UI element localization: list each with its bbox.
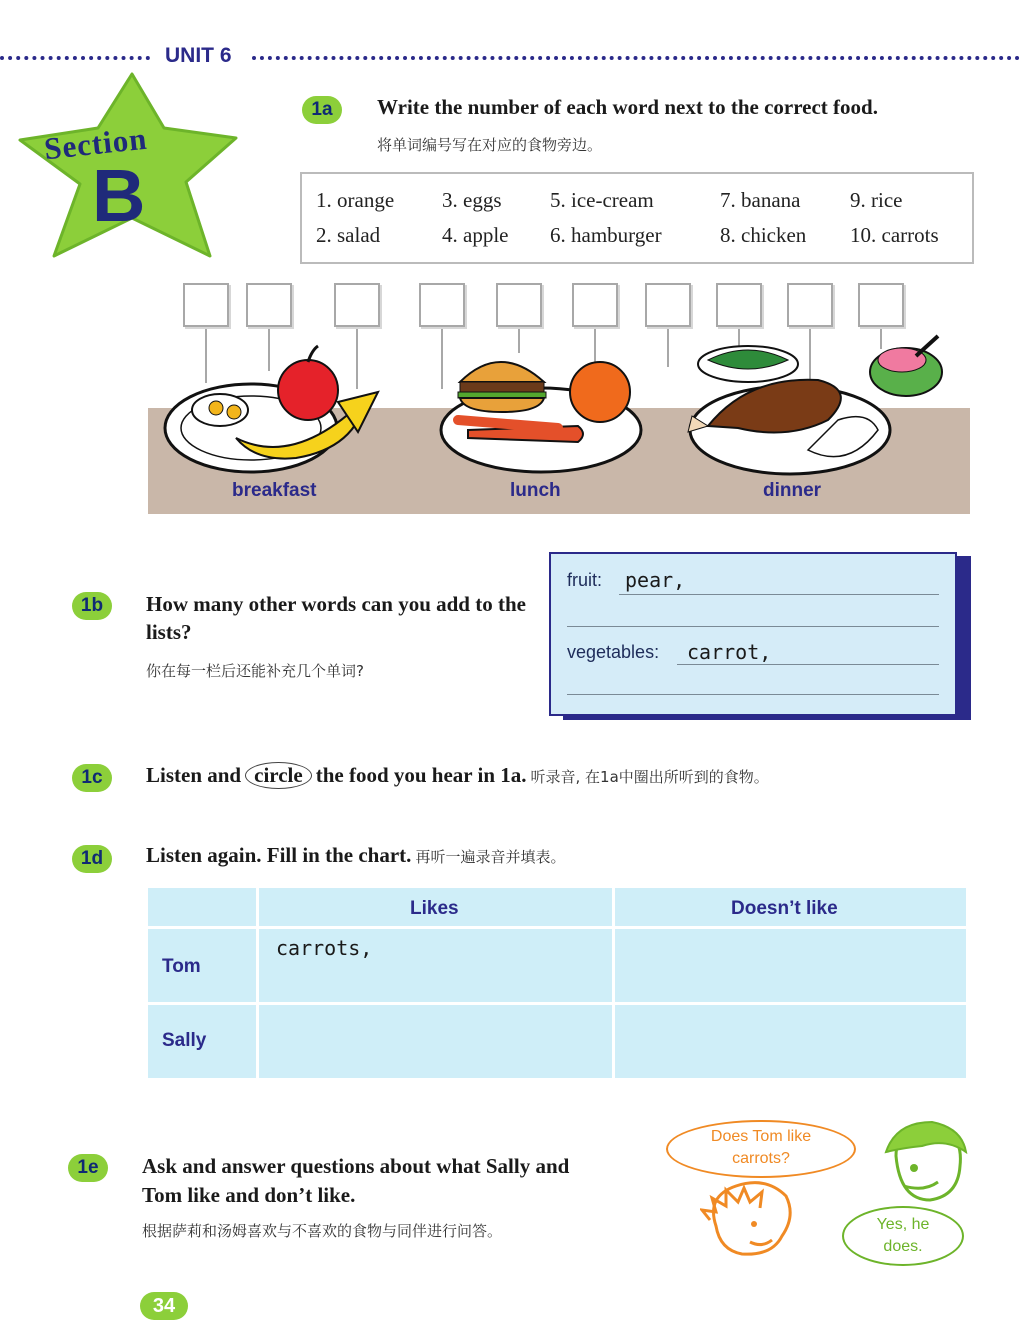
exercise-badge-1e: 1e [68,1154,108,1182]
answer-blank[interactable] [787,283,833,327]
vegetables-value[interactable]: carrot, [687,640,772,664]
fruit-value[interactable]: pear, [625,568,686,592]
meal-label-lunch: lunch [510,480,561,501]
page-number: 34 [140,1292,188,1320]
writing-line [619,594,939,595]
chart-divider [148,1002,966,1005]
answer-blank[interactable] [419,283,465,327]
answer-blank[interactable] [858,283,904,327]
answer-blank[interactable] [572,283,618,327]
word-item: 10. carrots [850,223,939,247]
word-item: 5. ice-cream [550,188,654,212]
exercise-badge-1b: 1b [72,592,112,620]
fruit-label: fruit: [567,570,603,590]
tom-likes-cell[interactable]: carrots, [276,936,373,960]
header-dotted-rule-left [0,56,150,60]
instruction-1a: Write the number of each word next to the correct food. [377,95,878,119]
word-list-box [549,552,957,716]
chart-divider [148,926,966,929]
exercise-badge-1a: 1a [302,96,342,124]
answer-blank[interactable] [716,283,762,327]
chinese-instruction-1c: 听录音, 在1a中圈出所听到的食物。 [530,768,769,786]
answer-blank[interactable] [183,283,229,327]
instruction-1e: Ask and answer questions about what Sally and Tom like and don’t like. [142,1154,570,1207]
food-illustration [148,330,970,480]
instruction-1b: How many other words can you add to the lists? [146,592,526,644]
chart-divider [612,888,615,1078]
answer-blank[interactable] [334,283,380,327]
word-item: 9. rice [850,188,903,212]
column-header-likes: Likes [410,898,459,919]
circled-word: circle [245,762,312,789]
row-name-sally: Sally [162,1030,207,1051]
speech-bubble-answer: Yes, he does. [842,1206,964,1266]
instruction-1d [146,843,565,868]
instruction-1c-end: the food you hear in 1a. [315,763,527,787]
speech-bubble-question: Does Tom like carrots? [666,1120,856,1178]
chinese-instruction-1b: 你在每一栏后还能补充几个单词? [146,662,364,680]
row-name-tom: Tom [162,956,201,977]
writing-line [677,664,939,665]
writing-line [567,694,939,695]
section-letter: B [92,154,146,237]
word-item: 7. banana [720,188,801,212]
word-item: 8. chicken [720,223,807,247]
word-item: 1. orange [316,188,395,212]
word-item: 6. hamburger [550,223,662,247]
answer-blank[interactable] [496,283,542,327]
header-dotted-rule-right [252,56,1020,60]
column-header-doesnt-like: Doesn’t like [731,898,838,919]
word-item: 4. apple [442,223,509,247]
instruction-1c [146,762,769,789]
chart-divider [256,888,259,1078]
word-bank-box [300,172,974,264]
writing-line [567,626,939,627]
instruction-1d-text: Listen again. Fill in the chart. [146,843,412,867]
vegetables-label: vegetables: [567,642,660,662]
section-word: Section [42,120,149,167]
word-item: 2. salad [316,223,381,247]
chinese-instruction-1a: 将单词编号写在对应的食物旁边。 [377,136,603,154]
exercise-badge-1c: 1c [72,764,112,792]
likes-chart [148,888,966,1078]
word-item: 3. eggs [442,188,502,212]
answer-blank[interactable] [246,283,292,327]
answer-blank[interactable] [645,283,691,327]
meal-label-breakfast: breakfast [232,480,317,501]
chinese-instruction-1d: 再听一遍录音并填表。 [415,848,566,866]
instruction-1c-start: Listen and [146,763,242,787]
exercise-badge-1d: 1d [72,845,112,873]
unit-label: UNIT 6 [165,44,232,67]
meal-label-dinner: dinner [763,480,822,501]
chinese-instruction-1e: 根据萨莉和汤姆喜欢与不喜欢的食物与同伴进行问答。 [142,1222,503,1240]
